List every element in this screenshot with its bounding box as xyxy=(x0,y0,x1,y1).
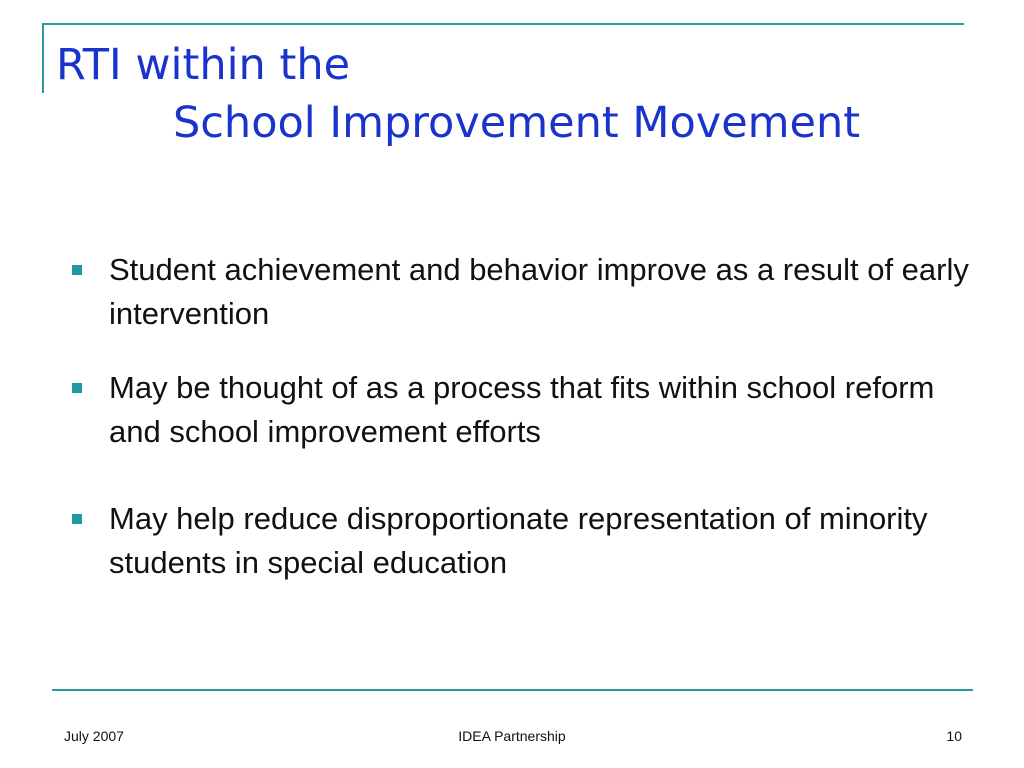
slide-title xyxy=(56,36,860,152)
title-frame-top-rule xyxy=(42,23,964,25)
bullet-text: Student achievement and behavior improve as a result of early intervention xyxy=(109,252,969,331)
footer-page-number: 10 xyxy=(946,728,962,744)
bullet-text: May be thought of as a process that fits within school reform and school improvement efforts xyxy=(109,370,935,449)
bullet-list xyxy=(72,248,972,585)
footer-divider xyxy=(52,689,973,691)
bullet-item xyxy=(72,366,972,454)
title-frame-left-rule xyxy=(42,23,44,93)
bullet-item xyxy=(72,248,972,336)
square-bullet-icon xyxy=(72,265,82,275)
slide-title-line-2: School Improvement Movement xyxy=(173,98,861,148)
square-bullet-icon xyxy=(72,514,82,524)
square-bullet-icon xyxy=(72,383,82,393)
footer-organization: IDEA Partnership xyxy=(458,728,566,744)
bullet-item xyxy=(72,497,972,585)
bullet-text: May help reduce disproportionate representation of minority students in special education xyxy=(109,501,928,580)
footer-date: July 2007 xyxy=(64,728,124,744)
slide-title-line-1: RTI within the xyxy=(56,40,351,90)
